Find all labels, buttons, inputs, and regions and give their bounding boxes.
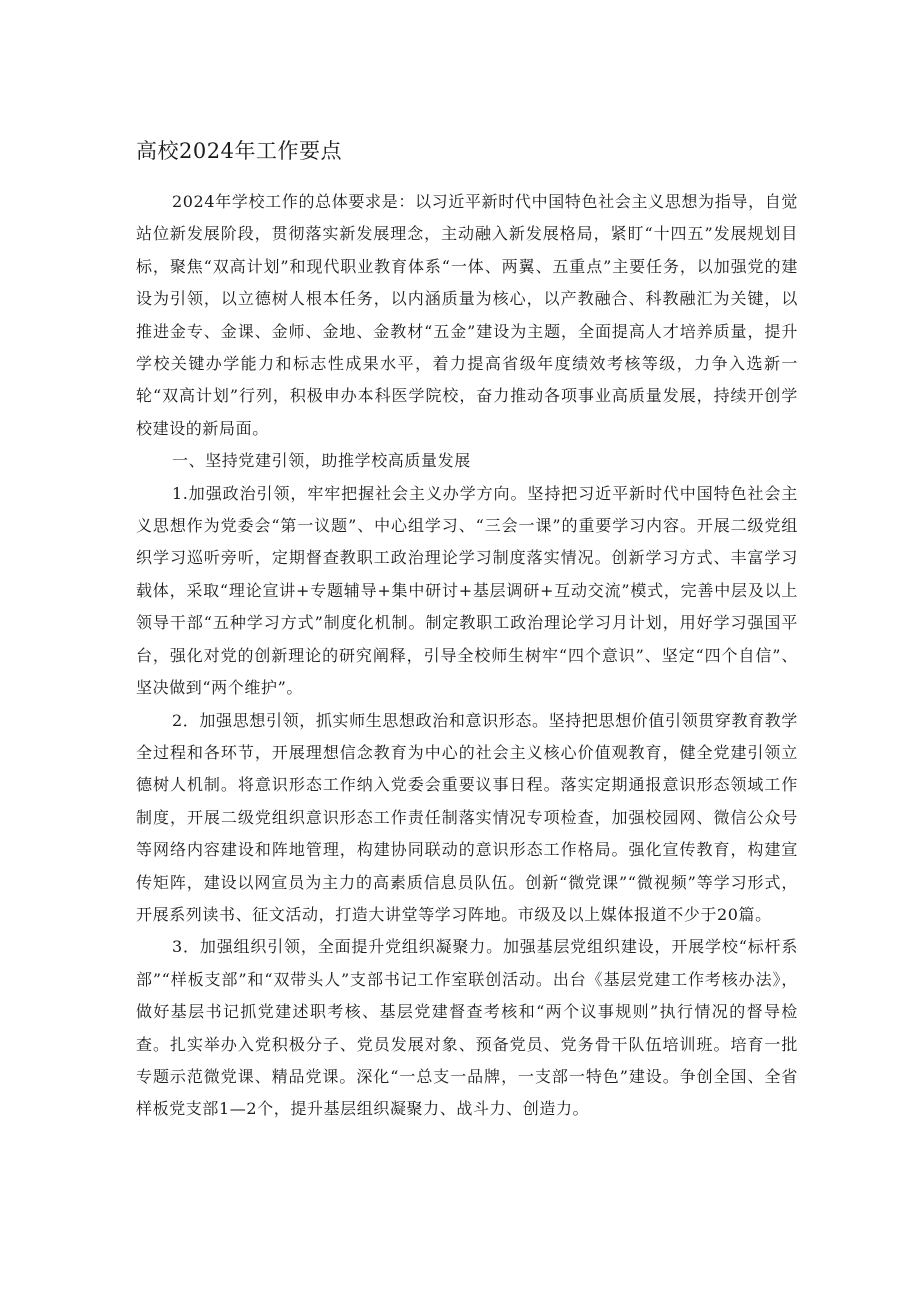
item-paragraph-1: 1.加强政治引领，牢牢把握社会主义办学方向。坚持把习近平新时代中国特色社会主义思想作为党委会“第一议题”、中心组学习、“三会一课”的重要学习内容。开展二级党组织学习巡听旁听，定期督查教职工政治理论学习制度落实情况。创新学习方式、丰富学习载体，采取“理论宣讲+专题辅导+集中研讨+基层调研+互动交流”模式，完善中层及以上领导干部“五种学习方式”制度化机制。制定教职工政治理论学习月计划，用好学习强国平台，强化对党的创新理论的研究阐释，引导全校师生树牢“四个意识”、坚定“四个自信”、坚决做到“两个维护”。 <box>136 483 798 698</box>
document-page <box>136 134 798 1126</box>
section-heading-1: 一、坚持党建引领，助推学校高质量发展 <box>172 451 471 471</box>
intro-paragraph: 2024年学校工作的总体要求是：以习近平新时代中国特色社会主义思想为指导，自觉站位新发展阶段，贯彻落实新发展理念，主动融入新发展格局，紧盯“十四五”发展规划目标，聚焦“双高计划”和现代职业教育体系“一体、两翼、五重点”主要任务，以加强党的建设为引领，以立德树人根本任务，以内涵质量为核心，以产教融合、科教融汇为关键，以推进金专、金课、金师、金地、金教材“五金”建设为主题，全面提高人才培养质量，提升学校关键办学能力和标志性成果水平，着力提高省级年度绩效考核等级，力争入选新一轮“双高计划”行列，积极申办本科医学院校，奋力推动各项事业高质量发展，持续开创学校建设的新局面。 <box>136 192 798 438</box>
document-title: 高校2024年工作要点 <box>136 139 342 163</box>
item-paragraph-3: 3．加强组织引领，全面提升党组织凝聚力。加强基层党组织建设，开展学校“标杆系部”“样板支部”和“双带头人”支部书记工作室联创活动。出台《基层党建工作考核办法》，做好基层书记抓党建述职考核、基层党建督查考核和“两个议事规则”执行情况的督导检查。扎实举办入党积极分子、党员发展对象、预备党员、党务骨干队伍培训班。培育一批专题示范微党课、精品党课。深化“一总支一品牌，一支部一特色”建设。争创全国、全省样板党支部1—2个，提升基层组织凝聚力、战斗力、创造力。 <box>136 937 798 1119</box>
item-paragraph-2: 2．加强思想引领，抓实师生思想政治和意识形态。坚持把思想价值引领贯穿教育教学全过程和各环节，开展理想信念教育为中心的社会主义核心价值观教育，健全党建引领立德树人机制。将意识形态工作纳入党委会重要议事日程。落实定期通报意识形态领域工作制度，开展二级党组织意识形态工作责任制落实情况专项检查，加强校园网、微信公众号等网络内容建设和阵地管理，构建协同联动的意识形态工作格局。强化宣传教育，构建宣传矩阵，建设以网宣员为主力的高素质信息员队伍。创新“微党课”“微视频”等学习形式，开展系列读书、征文活动，打造大讲堂等学习阵地。市级及以上媒体报道不少于20篇。 <box>136 710 798 924</box>
